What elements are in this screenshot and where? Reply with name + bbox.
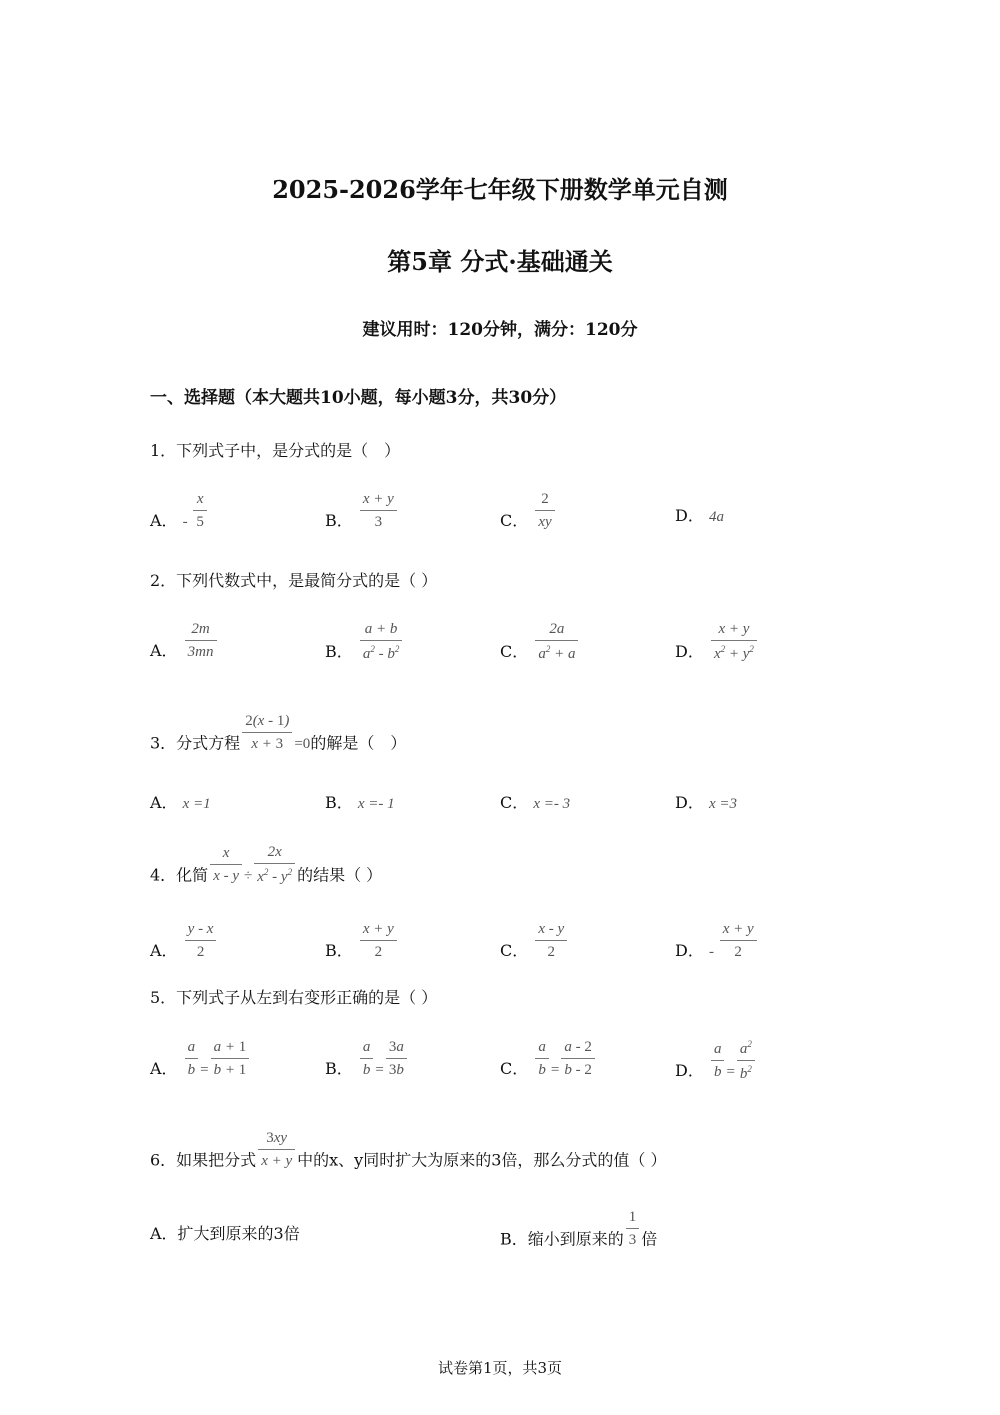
q1-option-c[interactable] (500, 491, 557, 543)
q3-suffix: 的解是（ ） (310, 733, 407, 753)
option-label: A． (150, 941, 178, 961)
option-label: D． (675, 793, 704, 812)
question-6-stem (150, 1130, 667, 1182)
q3-equation: $\frac{2(x - 1)}{x + 3}$ =0 (240, 736, 310, 752)
option-label: C． (500, 793, 529, 812)
question-1-stem: 1．下列式子中，是分式的是（ ） (150, 441, 401, 460)
q3-option-c[interactable] (500, 790, 570, 813)
q4-a-math: $\frac{y - x}{2}$ (183, 944, 219, 960)
q6-prefix: 6．如果把分式 (150, 1150, 257, 1170)
page-footer: 试卷第1页，共3页 (437, 1359, 563, 1377)
q4-option-b[interactable] (325, 921, 399, 973)
chapter-title: 第5章 分式·基础通关 (387, 247, 613, 276)
option-label: A． (150, 1059, 178, 1079)
q1-option-d[interactable] (675, 503, 724, 526)
option-label: D． (675, 642, 704, 662)
q6-b-prefix: B．缩小到原来的 (500, 1229, 624, 1249)
option-label: B． (325, 642, 353, 662)
q2-d-math: $\frac{x + y}{x^2 + y^2}$ (709, 645, 759, 661)
option-label: C． (500, 941, 529, 961)
q6-option-a[interactable] (150, 1221, 300, 1244)
q3-option-d[interactable] (675, 790, 737, 813)
q2-option-b[interactable] (325, 621, 404, 675)
question-4-stem (150, 844, 383, 898)
option-label: B． (325, 511, 353, 531)
q4-expression: $\frac{x}{x - y}$ ÷ $\frac{2x}{x^2 - y^2}$ (208, 868, 297, 884)
q2-c-math: $\frac{2a}{a^2 + a}$ (533, 645, 580, 661)
q4-option-a[interactable] (150, 921, 218, 973)
q1-b-math: $\frac{x + y}{3}$ (358, 514, 399, 530)
q3-option-b[interactable] (325, 790, 395, 813)
q2-b-math: $\frac{a + b}{a^2 - b^2}$ (358, 645, 405, 661)
option-label: D． (675, 941, 704, 961)
q3-prefix: 3．分式方程 (150, 733, 241, 753)
q2-a-math: $\frac{2m}{3mn}$ (183, 644, 219, 660)
q5-option-a[interactable] (150, 1039, 251, 1091)
q4-b-math: $\frac{x + y}{2}$ (358, 944, 399, 960)
q1-c-math: $\frac{2}{xy}$ (533, 514, 556, 530)
exam-title: 2025-2026学年七年级下册数学单元自测 (272, 175, 728, 204)
q5-option-b[interactable] (325, 1039, 409, 1091)
option-label: C． (500, 642, 529, 662)
option-label: C． (500, 1059, 529, 1079)
option-label: A． (150, 793, 178, 812)
question-3-stem (150, 713, 407, 765)
question-2-stem: 2．下列代数式中，是最简分式的是（ ） (150, 571, 438, 590)
question-5-stem: 5．下列式子从左到右变形正确的是（ ） (150, 988, 438, 1007)
option-label: C． (500, 511, 529, 531)
exam-meta: 建议用时：120分钟，满分：120分 (362, 320, 638, 340)
q4-c-math: $\frac{x - y}{2}$ (533, 944, 569, 960)
option-label: A． (150, 641, 178, 661)
q5-option-c[interactable] (500, 1039, 597, 1091)
option-label: D． (675, 506, 704, 525)
q5-option-d[interactable] (675, 1039, 757, 1095)
q4-suffix: 的结果（ ） (297, 865, 383, 885)
q3-d-math: x =3 (708, 796, 737, 812)
q6-b-suffix: 倍 (641, 1229, 658, 1249)
q6-option-b[interactable] (500, 1209, 658, 1261)
option-label: B． (325, 941, 353, 961)
option-label: D． (675, 1061, 704, 1081)
section-heading: 一、选择题（本大题共10小题，每小题3分，共30分） (150, 388, 567, 408)
q4-d-math: - $\frac{x + y}{2}$ (709, 944, 759, 960)
q6-b-fraction: $\frac{1}{3}$ (624, 1232, 642, 1248)
q3-a-math: x =1 (182, 796, 211, 812)
q5-a-math: $\frac{a}{b}$ = $\frac{a + 1}{b + 1}$ (183, 1062, 252, 1078)
q2-option-a[interactable] (150, 621, 219, 673)
q4-prefix: 4．化简 (150, 865, 209, 885)
q3-option-a[interactable] (150, 790, 211, 813)
q6-suffix: 中的x、y同时扩大为原来的3倍，那么分式的值（ ） (297, 1150, 667, 1170)
q3-b-math: x =- 1 (357, 796, 395, 812)
q3-c-math: x =- 3 (533, 796, 571, 812)
q5-c-math: $\frac{a}{b}$ = $\frac{a - 2}{b - 2}$ (533, 1062, 596, 1078)
q1-option-b[interactable] (325, 491, 399, 543)
q4-option-c[interactable] (500, 921, 569, 973)
option-label: B． (325, 1059, 353, 1079)
q2-option-c[interactable] (500, 621, 580, 675)
q2-option-d[interactable] (675, 621, 759, 675)
option-label: A． (150, 511, 178, 531)
q6-a-text: A．扩大到原来的3倍 (150, 1224, 300, 1243)
q5-b-math: $\frac{a}{b}$ = $\frac{3a}{3b}$ (358, 1062, 409, 1078)
q1-a-math: - $\frac{x}{5}$ (183, 514, 209, 530)
q6-fraction: $\frac{3xy}{x + y}$ (256, 1153, 297, 1169)
q1-option-a[interactable] (150, 491, 209, 543)
q1-d-math: 4a (708, 509, 724, 525)
q5-d-math: $\frac{a}{b}$ = $\frac{a^2}{b^2}$ (709, 1064, 757, 1080)
option-label: B． (325, 793, 353, 812)
q4-option-d[interactable] (675, 921, 759, 973)
